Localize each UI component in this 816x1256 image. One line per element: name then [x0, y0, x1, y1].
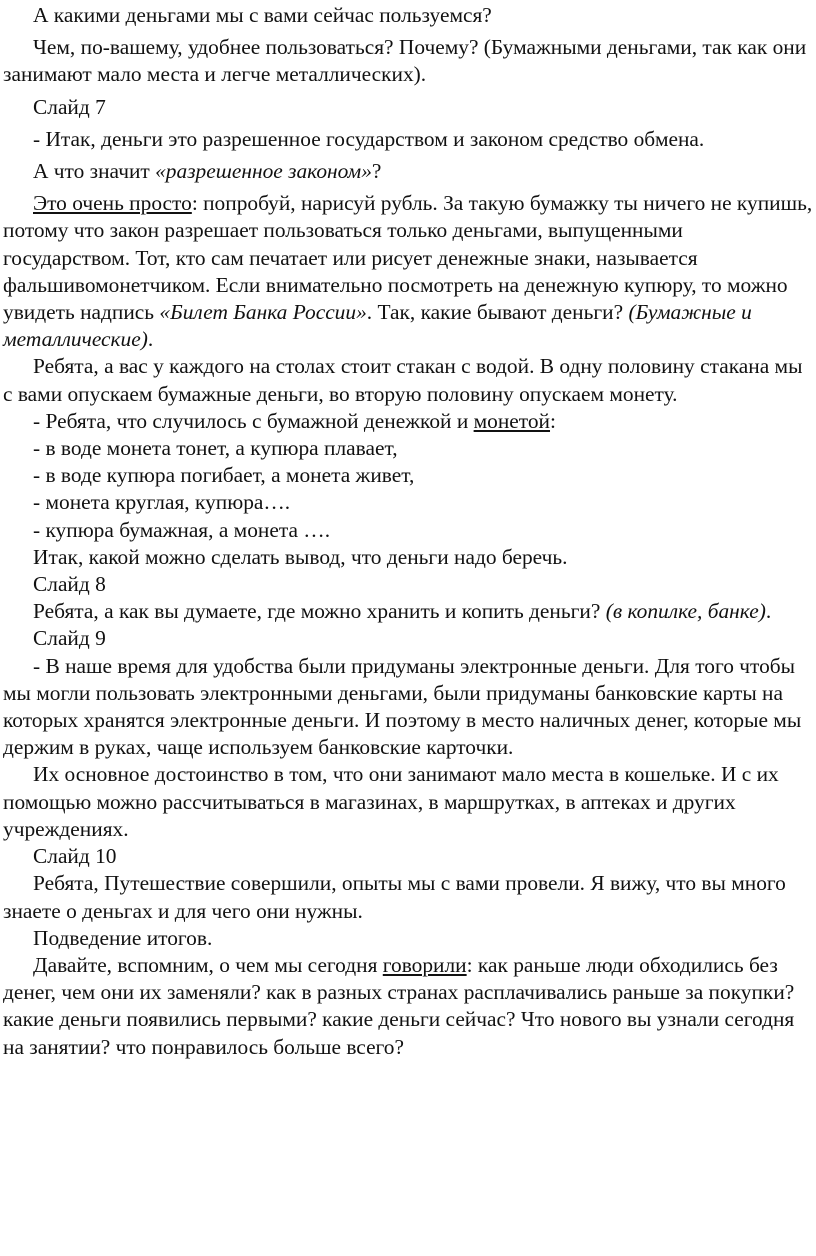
text-run: : [550, 408, 556, 433]
italic-text: (Бумажные и металлические) [3, 300, 752, 352]
text-run: . [765, 599, 772, 624]
paragraph [3, 598, 813, 625]
section-heading: Подведение итогов. [33, 925, 213, 950]
paragraph: Чем, по-вашему, удобнее пользоваться? Почему? (Бумажными деньгами, так как они занимают мало места и легче металлических). [3, 35, 807, 87]
slide-heading: Слайд 7 [33, 94, 106, 119]
paragraph: Ребята, а вас у каждого на столах стоит стакан с водой. В одну половину стакана мы с вами опускаем бумажные деньги, во вторую половину опускаем монету. [3, 354, 803, 406]
slide-heading: Слайд 8 [33, 572, 106, 597]
paragraph: - Итак, деньги это разрешенное государством и законом средство обмена. [33, 126, 705, 151]
paragraph: Итак, какой можно сделать вывод, что деньги надо беречь. [33, 544, 568, 569]
underlined-text: говорили [382, 952, 467, 977]
underlined-text: монетой [473, 408, 551, 433]
italic-text: «Билет Банка России» [159, 300, 367, 325]
text-run: : как раньше люди обходились без денег, чем они их заменяли? как в разных странах расплачивались раньше за покупки? какие деньги появились первыми? какие деньги сейчас? Что нового вы узнали сегодня на занятии? что понравилось больше всего? [3, 952, 795, 1059]
italic-text: «разрешенное законом» [155, 159, 372, 184]
italic-text: (в копилке, банке) [605, 599, 766, 624]
slide-heading: Слайд 9 [33, 626, 106, 651]
list-item: - в воде монета тонет, а купюра плавает, [33, 436, 398, 461]
list-item: - монета круглая, купюра…. [33, 490, 291, 515]
paragraph: А какими деньгами мы с вами сейчас пользуемся? [33, 3, 492, 27]
paragraph: - В наше время для удобства были придуманы электронные деньги. Для того чтобы мы могли пользовать электронными деньгами, были придуманы банковские карты на которых хранятся электронные деньги. И поэтому в место наличных денег, которые мы держим в руках, чаще используем банковские карточки. [3, 653, 802, 760]
text-run: Ребята, а как вы думаете, где можно хранить и копить деньги? [33, 599, 606, 624]
paragraph: Ребята, Путешествие совершили, опыты мы с вами провели. Я вижу, что вы много знаете о деньгах и для чего они нужны. [3, 871, 786, 923]
list-item: - в воде купюра погибает, а монета живет, [33, 463, 415, 488]
text-run: . Так, какие бывают деньги? [366, 300, 629, 325]
list-item: - купюра бумажная, а монета …. [33, 517, 331, 542]
slide-heading: Слайд 10 [33, 844, 117, 869]
paragraph [3, 952, 813, 1061]
text-run: : попробуй, нарисуй рубль. За такую бумажку ты ничего не купишь, потому что закон разрешает пользоваться только деньгами, выпущенными государством. Тот, кто сам печатает или рисует денежные знаки, называется фальшивомонетчиком. Если внимательно посмотреть на денежную купюру, то можно увидеть надпись [3, 191, 813, 325]
paragraph [3, 190, 813, 353]
text-run: . [147, 327, 154, 352]
underlined-text: Это очень просто [33, 191, 192, 216]
paragraph [3, 158, 813, 185]
text-run: - Ребята, что случилось с бумажной денежкой и [33, 408, 474, 433]
paragraph [3, 408, 813, 435]
text-run: ? [371, 159, 382, 184]
paragraph: Их основное достоинство в том, что они занимают мало места в кошельке. И с их помощью можно рассчитываться в магазинах, в маршрутках, в аптеках и других учреждениях. [3, 762, 779, 841]
text-run: А что значит [33, 159, 156, 184]
text-run: Давайте, вспомним, о чем мы сегодня [33, 952, 383, 977]
